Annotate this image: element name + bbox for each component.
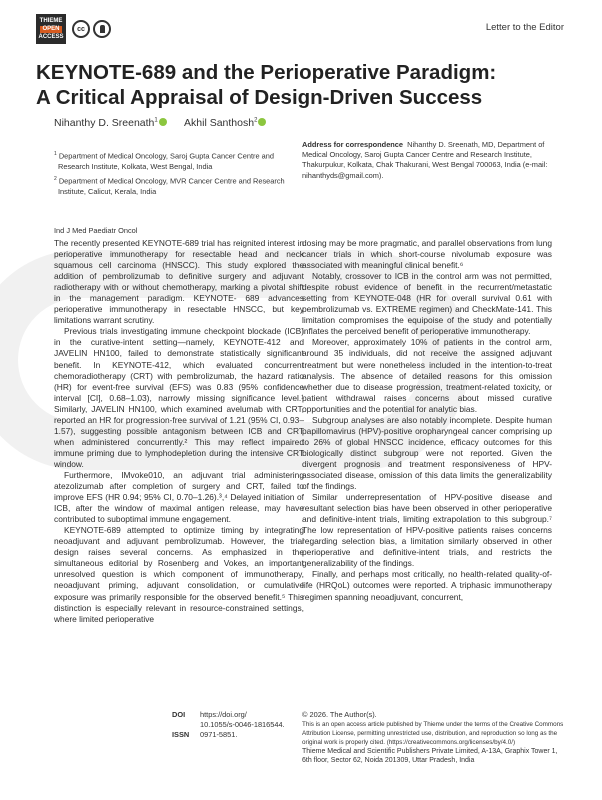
title-line-1: KEYNOTE-689 and the Perioperative Paradigm: xyxy=(36,61,497,84)
issn-label: ISSN xyxy=(172,730,190,739)
thieme-open-access-logo xyxy=(36,14,66,44)
body-paragraph: Notably, crossover to ICB in the control arm was not permitted, despite robust evidence of benefit in the recurrent/metastatic setting from KEYNOTE-048 (HR for overall survival 0.61 with pembrolizumab vs. EXTREME regimen) and CheckMate-141. This limitation compromises the equipoise of the study and potentially inflates the perceived benefit of perioperative immunotherapy. xyxy=(302,271,552,337)
copyright-line: © 2026. The Author(s). xyxy=(302,710,377,719)
attribution-icon xyxy=(93,20,111,38)
title-line-2: A Critical Appraisal of Design-Driven Success xyxy=(36,86,483,109)
creative-commons-icon xyxy=(72,20,90,38)
orcid-icon[interactable] xyxy=(258,118,266,126)
body-column-right xyxy=(302,238,552,603)
body-paragraph: Finally, and perhaps most critically, no health-related quality-of-life (HRQoL) outcomes were reported. A triphasic immunotherapy regimen spanning neoadjuvant, concurrent, xyxy=(302,569,552,602)
section-label: Letter to the Editor xyxy=(485,22,564,33)
journal-reference: Ind J Med Paediatr Oncol xyxy=(54,226,138,235)
license-text: This is an open access article published by Thieme under the terms of the Creative Commons Attribution License, permitting unrestricted use, distribution, and reproduction so long as the original work is properly cited. (https://creativecommons.org/licenses/by/4.0/) xyxy=(302,721,564,746)
author-list xyxy=(54,117,266,129)
author-name: Akhil Santhosh xyxy=(184,117,255,129)
affiliations xyxy=(54,149,294,199)
doi-block xyxy=(172,710,285,740)
doi-link-continued[interactable]: 10.1055/s-0046-1816544. xyxy=(200,720,285,729)
body-paragraph: dosing may be more pragmatic, and parallel observations from lung cancer trials in which short-course nivolumab exposure was associated with meaningful clinical benefit.⁶ xyxy=(302,238,552,271)
body-paragraph: KEYNOTE-689 attempted to optimize timing by integrating neoadjuvant and adjuvant pembrolizumab. However, the trial design raises several concerns. As emphasized in the simultaneous editorial by Rosenberg and Vokes, an important unresolved question is which component of immunotherapy, neoadjuvant priming, adjuvant consolidation, or cumulative exposure was primarily responsible for the observed benefit.⁵ This distinction is especially relevant in resource-constrained settings, where limited perioperative xyxy=(54,525,304,624)
logo-line-thieme: THIEME xyxy=(39,17,63,24)
body-paragraph: The recently presented KEYNOTE-689 trial has reignited interest in perioperative immunotherapy for resectable head and neck squamous cell carcinoma (HNSCC). This study explored the addition of pembrolizumab to definitive surgery and adjuvant radiotherapy with or without chemotherapy, marking a pivotal shift in the management paradigm. KEYNOTE- 689 advances perioperative immunotherapy in resectable HNSCC, but key limitations warrant scrutiny. xyxy=(54,238,304,326)
correspondence-address xyxy=(302,140,564,181)
author-name: Nihanthy D. Sreenath xyxy=(54,117,155,129)
affiliation-text: Department of Medical Oncology, Saroj Gupta Cancer Centre and Research Institute, Kolkata, West Bengal, India xyxy=(58,151,274,171)
doi-link[interactable]: https://doi.org/ xyxy=(200,710,247,719)
orcid-icon[interactable] xyxy=(159,118,167,126)
publisher-address: Thieme Medical and Scientific Publishers Private Limited, A-13A, Graphix Tower 1, 6th floor, Sector 62, Noida 201309, Uttar Pradesh, India xyxy=(302,748,558,764)
issn-value: 0971-5851. xyxy=(200,730,238,739)
body-paragraph: Furthermore, IMvoke010, an adjuvant trial administering atezolizumab after completion of surgery and CRT, failed to improve EFS (HR 0.94; 95% CI, 0.70–1.26).³,⁴ Delayed initiation of ICB, after the window of maximal antigen release, may have contributed to suboptimal immune engagement. xyxy=(54,469,304,525)
body-paragraph: Previous trials investigating immune checkpoint blockade (ICB) in the curative-intent setting—namely, KEYNOTE-412 and JAVELIN HN100, failed to demonstrate statistically significant benefit. In KEYNOTE-412, which evaluated concurrent chemoradiotherapy (CRT) with pembrolizumab, the hazard ratio (HR) for event-free survival (EFS) was 0.83 (95% confidence interval [CI], 0.68–1.03), narrowly missing significance level.¹ Similarly, JAVELIN HN100, which examined avelumab with CRT, reported an HR for progression-free survival of 1.21 (95% CI, 0.93–1.57), suggesting possible antagonism between ICB and CRT when administered concurrently.² This may reflect impaired immune priming due to lymphodepletion during the intensive CRT window. xyxy=(54,326,304,469)
author-affil-sup: 2 xyxy=(254,117,258,124)
affiliation-sup: 2 xyxy=(54,175,57,182)
affiliation-item xyxy=(54,174,294,197)
body-paragraph: Similar underrepresentation of HPV-positive disease and resultant selection bias have been observed in other perioperative and definitive-intent trials, limiting extrapolation to this subgroup.⁷ The low representation of HPV-positive patients raises concerns regarding selection bias, a limitation similarly observed in other perioperative and definitive-intent trials, and restricts the generalizability of the findings. xyxy=(302,492,552,569)
body-paragraph: Subgroup analyses are also notably incomplete. Despite human papillomavirus (HPV)-positive oropharyngeal cancer comprising up to 26% of global HNSCC incidence, efficacy outcomes for this biologically distinct subgroup were not reported. Given the divergent prognosis and treatment responsiveness of HPV-associated disease, omission of this data limits the generalizability of the findings. xyxy=(302,414,552,492)
doi-label: DOI xyxy=(172,710,186,719)
copyright-notice xyxy=(302,710,564,765)
article-title xyxy=(36,60,556,110)
affiliation-item xyxy=(54,149,294,172)
author-affil-sup: 1 xyxy=(154,117,158,124)
correspondence-label: Address for correspondence xyxy=(302,140,404,149)
correspondence-text: Nihanthy D. Sreenath, MD, Department of Medical Oncology, Saroj Gupta Cancer Centre and Research Institute, Thakurpukur, Kolkata, Chak Thakurani, West Bengal 700063, India (e-mail: nihanthyds@gmail.com). xyxy=(302,140,548,180)
affiliation-sup: 1 xyxy=(54,151,57,157)
logo-line-access: ACCESS xyxy=(38,33,64,40)
affiliation-text: Department of Medical Oncology, MVR Cancer Centre and Research Institute, Calicut, Kerala, India xyxy=(58,176,285,196)
body-column-left xyxy=(54,238,304,625)
body-paragraph: Moreover, approximately 10% of patients in the control arm, around 35 individuals, did not receive the assigned adjuvant treatment but were nonetheless included in the intention-to-treat analysis. The absence of detailed reasons for this omission whether due to disease progression, treatment-related toxicity, or patient withdrawal raises concerns about missed curative opportunities and the potential for analytic bias. xyxy=(302,337,552,414)
logo-line-open: OPEN xyxy=(42,25,60,32)
cc-icon-text: cc xyxy=(77,25,85,33)
